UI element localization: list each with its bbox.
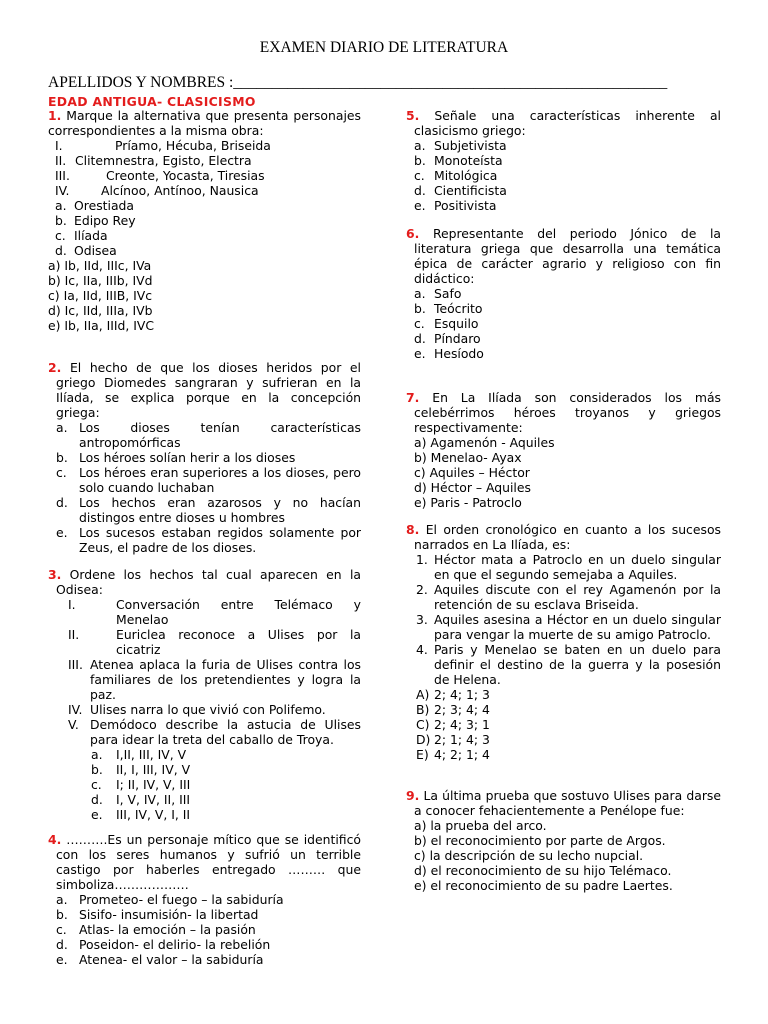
answer-option[interactable]: b) Menelao- Ayax <box>414 450 522 465</box>
answer-option[interactable]: e) Paris - Patroclo <box>414 495 522 510</box>
list-item: 3. Aquiles asesina a Héctor en un duelo singular para vengar la muerte de su amigo Patroclo. <box>416 612 721 642</box>
answer-option[interactable]: b) Ic, IIa, IIIb, IVd <box>48 273 153 288</box>
answer-option[interactable]: C) 2; 4; 3; 1 <box>416 717 490 732</box>
list-item: I. Príamo, Hécuba, Briseida <box>55 138 271 153</box>
question-number: 2. <box>48 360 62 375</box>
list-item: 4. Paris y Menelao se baten en un duelo para definir el destino de la guerra y la posesión de Helena. <box>416 642 721 687</box>
question-8 <box>406 522 721 762</box>
list-item: 2. Aquiles discute con el rey Agamenón por la retención de su esclava Briseida. <box>416 582 721 612</box>
question-number: 8. <box>406 522 420 537</box>
list-item: IV. Ulises narra lo que vivió con Polifemo. <box>68 702 326 717</box>
section-title: EDAD ANTIGUA- CLASICISMO <box>48 94 256 109</box>
answer-option[interactable]: d) Ic, IId, IIIa, IVb <box>48 303 153 318</box>
answer-option[interactable]: a) la prueba del arco. <box>414 818 547 833</box>
question-9 <box>406 788 721 893</box>
question-2 <box>48 360 361 555</box>
question-number: 7. <box>406 390 420 405</box>
question-stem: Marque la alternativa que presenta personajes correspondientes a la misma obra: <box>48 108 361 138</box>
list-item: a. Orestiada <box>55 198 135 213</box>
answer-option[interactable]: e) Ib, IIa, IIId, IVC <box>48 318 155 333</box>
list-item: V. Demódoco describe la astucia de Ulises para idear la treta del caballo de Troya. <box>68 717 361 747</box>
answer-option[interactable]: a. Prometeo- el fuego – la sabiduría <box>56 892 284 907</box>
question-1 <box>48 108 361 333</box>
question-number: 4. <box>48 832 62 847</box>
question-number: 9. <box>406 788 420 803</box>
answer-option[interactable]: d. I, V, IV, II, III <box>91 792 191 807</box>
answer-option[interactable]: a. Safo <box>414 286 462 301</box>
answer-option[interactable]: e. Hesíodo <box>414 346 484 361</box>
names-label: APELLIDOS Y NOMBRES : <box>48 74 234 91</box>
answer-option[interactable]: c. Atlas- la emoción – la pasión <box>56 922 256 937</box>
answer-option[interactable]: D) 2; 1; 4; 3 <box>416 732 490 747</box>
answer-option[interactable]: c) la descripción de su lecho nupcial. <box>414 848 644 863</box>
answer-option[interactable]: c. Mitológica <box>414 168 498 183</box>
names-line <box>48 75 667 90</box>
list-item: III. Atenea aplaca la furia de Ulises contra los familiares de los pretendientes y logra la paz. <box>68 657 361 702</box>
list-item: c. Ilíada <box>55 228 108 243</box>
answer-option[interactable]: c) Ia, IId, IIIB, IVc <box>48 288 153 303</box>
question-number: 5. <box>406 108 420 123</box>
answer-option[interactable]: a. I,II, III, IV, V <box>91 747 187 762</box>
question-stem: Ordene los hechos tal cual aparecen en la Odisea: <box>56 567 361 597</box>
question-5 <box>406 108 721 213</box>
question-stem: Representante del periodo Jónico de la literatura griega que desarrolla una temática épica de carácter agrario y religioso con fin didáctico: <box>414 226 721 286</box>
question-stem: En La Ilíada son considerados los más celebérrimos héroes troyanos y griegos respectivamente: <box>414 390 721 435</box>
question-6 <box>406 226 721 361</box>
answer-option[interactable]: c. Los héroes eran superiores a los dioses, pero solo cuando luchaban <box>56 465 361 495</box>
answer-option[interactable]: c. I; II, IV, V, III <box>91 777 191 792</box>
answer-option[interactable]: d) el reconocimiento de su hijo Telémaco. <box>414 863 672 878</box>
answer-option[interactable]: c) Aquiles – Héctor <box>414 465 530 480</box>
answer-option[interactable]: e. Atenea- el valor – la sabiduría <box>56 952 264 967</box>
answer-option[interactable]: b. Monoteísta <box>414 153 503 168</box>
answer-option[interactable]: e) el reconocimiento de su padre Laertes. <box>414 878 673 893</box>
answer-option[interactable]: d. Los hechos eran azarosos y no hacían distingos entre dioses u hombres <box>56 495 361 525</box>
answer-option[interactable]: e. III, IV, V, I, II <box>91 807 191 822</box>
answer-option[interactable]: A) 2; 4; 1; 3 <box>416 687 490 702</box>
question-stem: El hecho de que los dioses heridos por el griego Diomedes sangraran y sufrieran en la Ilíada, se explica porque en la concepción griega: <box>56 360 361 420</box>
question-stem: La última prueba que sostuvo Ulises para darse a conocer fehacientemente a Penélope fue: <box>414 788 721 818</box>
list-item: I. Conversación entre Telémaco y Menelao <box>68 597 361 627</box>
answer-option[interactable]: E) 4; 2; 1; 4 <box>416 747 490 762</box>
question-stem: ……….Es un personaje mítico que se identificó con los seres humanos y sufrió un terrible castigo por haberles entregado ……… que simboliza……………… <box>56 832 361 892</box>
question-stem: Señale una características inherente al clasicismo griego: <box>414 108 721 138</box>
list-item: III. Creonte, Yocasta, Tiresias <box>55 168 265 183</box>
list-item: 1. Héctor mata a Patroclo en un duelo singular en que el segundo semejaba a Aquiles. <box>416 552 721 582</box>
answer-option[interactable]: b. II, I, III, IV, V <box>91 762 191 777</box>
question-number: 3. <box>48 567 62 582</box>
answer-option[interactable]: d. Cientificista <box>414 183 507 198</box>
exam-title: EXAMEN DIARIO DE LITERATURA <box>259 39 509 56</box>
answer-option[interactable]: a. Los dioses tenían características antropomórficas <box>56 420 361 450</box>
answer-option[interactable]: a) Ib, IId, IIIc, IVa <box>48 258 152 273</box>
question-number: 1. <box>48 108 62 123</box>
list-item: d. Odisea <box>55 243 117 258</box>
question-7 <box>406 390 721 510</box>
answer-option[interactable]: a. Subjetivista <box>414 138 507 153</box>
answer-option[interactable]: b) el reconocimiento por parte de Argos. <box>414 833 666 848</box>
answer-option[interactable]: b. Sisifo- insumisión- la libertad <box>56 907 259 922</box>
list-item: b. Edipo Rey <box>55 213 136 228</box>
answer-option[interactable]: b. Teócrito <box>414 301 483 316</box>
answer-option[interactable]: d. Píndaro <box>414 331 481 346</box>
names-blank[interactable]: ________________________________________________________ <box>233 74 668 91</box>
answer-option[interactable]: c. Esquilo <box>414 316 479 331</box>
answer-option[interactable]: B) 2; 3; 4; 4 <box>416 702 490 717</box>
answer-option[interactable]: e. Positivista <box>414 198 497 213</box>
answer-option[interactable]: a) Agamenón - Aquiles <box>414 435 555 450</box>
question-3 <box>48 567 361 822</box>
list-item: II. Clitemnestra, Egisto, Electra <box>55 153 252 168</box>
list-item: II. Euriclea reconoce a Ulises por la cicatriz <box>68 627 361 657</box>
answer-option[interactable]: b. Los héroes solían herir a los dioses <box>56 450 296 465</box>
list-item: IV. Alcínoo, Antínoo, Nausica <box>55 183 259 198</box>
answer-option[interactable]: d) Héctor – Aquiles <box>414 480 531 495</box>
answer-option[interactable]: d. Poseidon- el delirio- la rebelión <box>56 937 271 952</box>
question-4 <box>48 832 361 967</box>
question-stem: El orden cronológico en cuanto a los sucesos narrados en La Ilíada, es: <box>414 522 721 552</box>
question-number: 6. <box>406 226 420 241</box>
answer-option[interactable]: e. Los sucesos estaban regidos solamente por Zeus, el padre de los dioses. <box>56 525 361 555</box>
